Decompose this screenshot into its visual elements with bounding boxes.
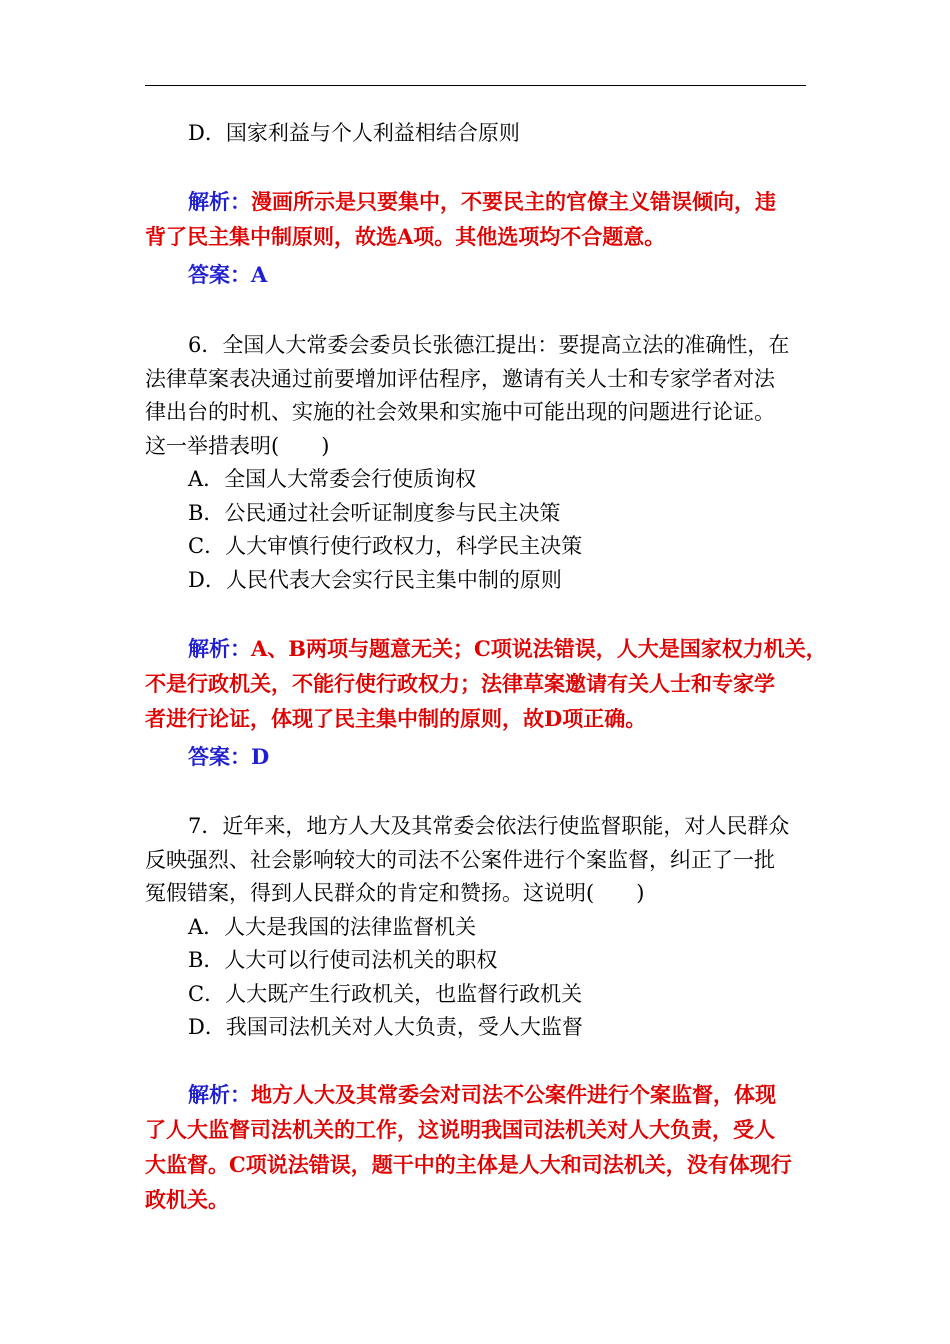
q6-stem-line-1: 6．全国人大常委会委员长张德江提出：要提高立法的准确性，在	[188, 333, 790, 357]
q7-option-c: C．人大既产生行政机关，也监督行政机关	[188, 982, 583, 1006]
q6-answer: 答案：D	[188, 744, 270, 769]
q7-stem-line-1: 7．近年来，地方人大及其常委会依法行使监督职能，对人民群众	[188, 814, 790, 838]
q6-answer-value: D	[251, 744, 270, 769]
q5-analysis-line-1: 解析：漫画所示是只要集中，不要民主的官僚主义错误倾向，违	[188, 189, 776, 214]
q6-option-d: D．人民代表大会实行民主集中制的原则	[188, 568, 562, 592]
q5-analysis-line-2: 背了民主集中制原则，故选A项。其他选项均不合题意。	[145, 224, 666, 249]
q7-analysis-line-2: 了人大监督司法机关的工作，这说明我国司法机关对人大负责，受人	[145, 1117, 775, 1142]
header-rule	[145, 85, 806, 86]
q7-option-d: D．我国司法机关对人大负责，受人大监督	[188, 1015, 583, 1039]
q6-analysis-line-1: 解析：A、B两项与题意无关；C项说法错误，人大是国家权力机关，	[188, 636, 827, 661]
q7-stem-line-3: 冤假错案，得到人民群众的肯定和赞扬。这说明( )	[145, 881, 645, 905]
q5-option-d: D．国家利益与个人利益相结合原则	[188, 121, 520, 145]
q6-stem-line-3: 律出台的时机、实施的社会效果和实施中可能出现的问题进行论证。	[145, 400, 775, 424]
q6-stem-line-4: 这一举措表明( )	[145, 434, 330, 458]
q7-analysis-line-3: 大监督。C项说法错误，题干中的主体是人大和司法机关，没有体现行	[145, 1152, 792, 1177]
q5-analysis-label: 解析：	[188, 189, 251, 214]
q6-option-b: B．公民通过社会听证制度参与民主决策	[188, 501, 561, 525]
q6-stem-line-2: 法律草案表决通过前要增加评估程序，邀请有关人士和专家学者对法	[145, 367, 775, 391]
q7-analysis-label: 解析：	[188, 1082, 251, 1107]
q6-option-c: C．人大审慎行使行政权力，科学民主决策	[188, 534, 583, 558]
q6-analysis-label: 解析：	[188, 636, 251, 661]
q5-answer-value: A	[251, 262, 268, 287]
q6-option-a: A．全国人大常委会行使质询权	[188, 467, 477, 491]
q7-analysis-line-1: 解析：地方人大及其常委会对司法不公案件进行个案监督，体现	[188, 1082, 776, 1107]
q7-stem-line-2: 反映强烈、社会影响较大的司法不公案件进行个案监督，纠正了一批	[145, 848, 775, 872]
q6-analysis-line-3: 者进行论证，体现了民主集中制的原则，故D项正确。	[145, 706, 647, 731]
q7-option-a: A．人大是我国的法律监督机关	[188, 915, 477, 939]
q7-analysis-line-4: 政机关。	[145, 1187, 229, 1212]
q6-analysis-line-2: 不是行政机关，不能行使行政权力；法律草案邀请有关人士和专家学	[145, 671, 775, 696]
q7-option-b: B．人大可以行使司法机关的职权	[188, 948, 498, 972]
q5-answer: 答案：A	[188, 262, 268, 287]
